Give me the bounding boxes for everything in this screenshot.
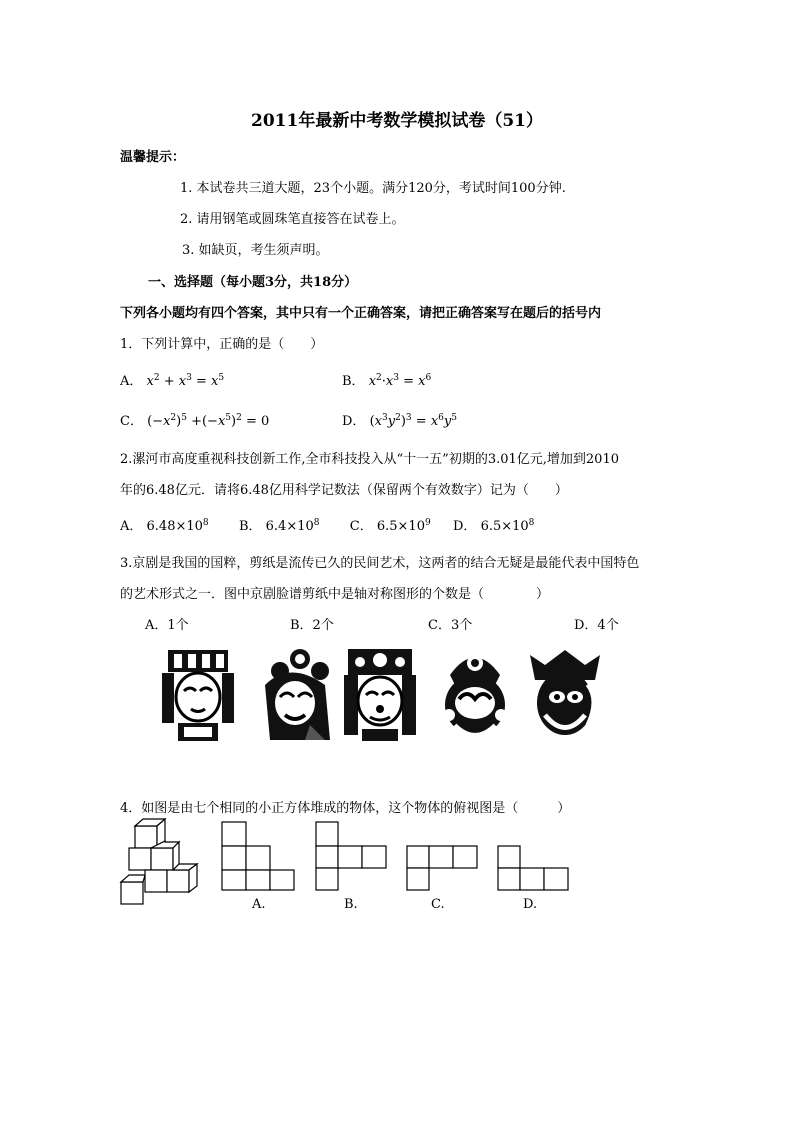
- q4-figure-a: [222, 822, 294, 890]
- q1-option-b: [342, 370, 431, 389]
- q2-stem-line1: 2.漯河市高度重视科技创新工作,全市科技投入从“十一五”初期的3.01亿元,增加到2010: [120, 452, 619, 467]
- tip-item-3: 3. 如缺页，考生须声明。: [182, 243, 329, 258]
- q1-formula-c: $(-x^2)^5 +(-x^5)^2 = 0$: [147, 413, 270, 429]
- q4-options-figures: [220, 820, 580, 892]
- q1-label-c: C．: [120, 414, 143, 429]
- q1-stem: 1．下列计算中，正确的是（ ）: [120, 337, 324, 352]
- q2-formula-a: $6.48\times 10^8$: [146, 518, 209, 534]
- q2-formula-c: $6.5\times 10^9$: [376, 518, 431, 534]
- q4-figure-d: [498, 846, 568, 890]
- q3-option-d: D．4个: [574, 618, 619, 633]
- q2-label-b: B．: [238, 519, 262, 534]
- tips-heading: 温馨提示：: [120, 150, 186, 165]
- q2-label-d: D．: [452, 519, 477, 534]
- q1-option-c: [120, 410, 269, 429]
- section-heading: 一、选择题（每小题3分，共18分）: [148, 275, 358, 290]
- q2-formula-d: $6.5\times 10^8$: [480, 518, 535, 534]
- q2-options: [120, 515, 534, 534]
- tip-item-1: 1. 本试卷共三道大题，23个小题。满分120分，考试时间100分钟.: [180, 181, 566, 196]
- q1-formula-a: $x^2 + x^3 = x^5$: [146, 373, 225, 389]
- q4-label-c: C.: [431, 897, 445, 912]
- opera-mask-4-icon: [443, 655, 507, 735]
- q4-label-d: D.: [523, 897, 538, 912]
- q2-stem-line2: 年的6.48亿元．请将6.48亿用科学记数法（保留两个有效数字）记为（ ）: [120, 483, 568, 498]
- q3-option-b: B．2个: [290, 618, 334, 633]
- q1-label-d: D．: [342, 414, 366, 429]
- opera-mask-5-icon: [530, 650, 600, 735]
- q4-figure-b: [316, 822, 386, 890]
- opera-mask-1-icon: [162, 650, 234, 741]
- q3-stem-line2: 的艺术形式之一．图中京剧脸谱剪纸中是轴对称图形的个数是（ ）: [120, 587, 550, 602]
- q4-stem: 4．如图是由七个相同的小正方体堆成的物体，这个物体的俯视图是（ ）: [120, 801, 571, 816]
- q3-option-a: A．1个: [145, 618, 189, 633]
- q4-label-b: B.: [344, 897, 358, 912]
- q3-stem-line1: 3.京剧是我国的国粹，剪纸是流传已久的民间艺术，这两者的结合无疑是最能代表中国特色: [120, 556, 640, 571]
- q1-option-a: [120, 370, 224, 389]
- opera-mask-3-icon: [344, 649, 416, 741]
- opera-mask-2-icon: [265, 649, 330, 740]
- q1-formula-b: $x^2\cdot x^3 = x^6$: [368, 373, 432, 389]
- q1-formula-d: $(x^3y^2)^3 = x^6y^5$: [369, 413, 457, 429]
- q3-option-c: C．3个: [428, 618, 473, 633]
- page-title: 2011年最新中考数学模拟试卷（51）: [251, 111, 543, 131]
- section-instruction: 下列各小题均有四个答案，其中只有一个正确答案，请把正确答案写在题后的括号内: [120, 306, 602, 321]
- q1-label-b: B．: [342, 374, 365, 389]
- q4-label-a: A.: [252, 897, 266, 912]
- tip-item-2: 2. 请用钢笔或圆珠笔直接答在试卷上。: [180, 212, 405, 227]
- q2-formula-b: $6.4\times 10^8$: [265, 518, 320, 534]
- q2-label-c: C．: [349, 519, 373, 534]
- opera-masks-illustration: [150, 645, 620, 745]
- cube-stack-figure: [115, 818, 210, 908]
- q1-option-d: [342, 410, 457, 429]
- q1-label-a: A．: [120, 374, 143, 389]
- q2-label-a: A．: [120, 519, 143, 534]
- q4-figure-c: [407, 846, 477, 890]
